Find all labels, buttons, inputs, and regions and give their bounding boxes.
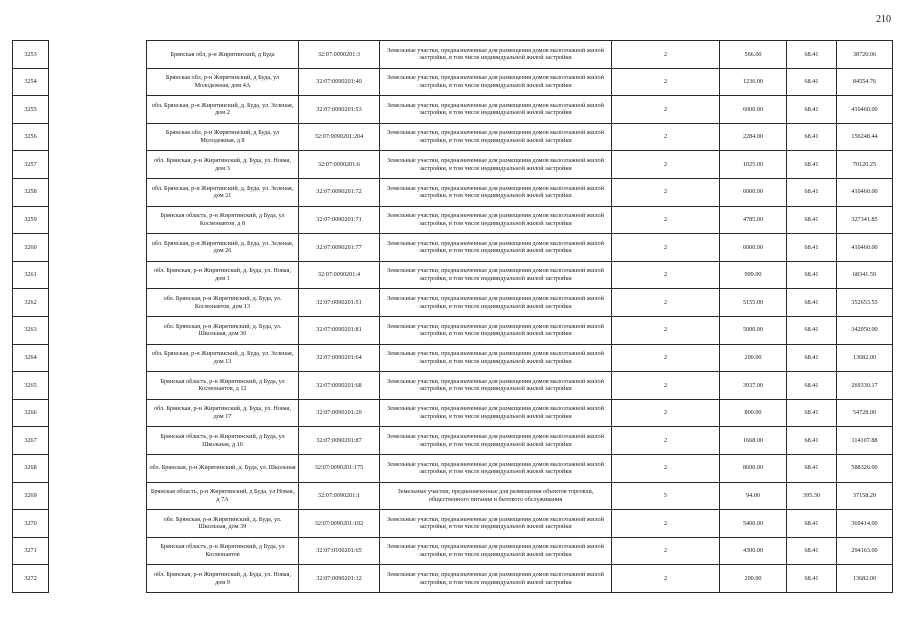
area-cell: 200.00 xyxy=(720,344,787,372)
group-cell: 2 xyxy=(612,454,720,482)
blank-cell xyxy=(49,454,147,482)
group-cell: 2 xyxy=(612,510,720,538)
table-row xyxy=(13,316,893,344)
land-use-cell: Земельные участки, предназначенные для размещения домов малоэтажной жилой застройки, в том числе индивидуальной жилой застройки xyxy=(380,399,612,427)
row-number-cell: 3270 xyxy=(13,510,49,538)
cadastral-value-cell: 269330.17 xyxy=(837,372,893,400)
cadastral-number-cell: 32:07:0090201:20 xyxy=(299,399,380,427)
blank-cell xyxy=(49,537,147,565)
cadastral-value-cell: 54728.00 xyxy=(837,399,893,427)
cadastral-number-cell: 32:07:0090201:40 xyxy=(299,68,380,96)
cadastral-number-cell: 32:07:0090201:51 xyxy=(299,289,380,317)
row-number-cell: 3261 xyxy=(13,261,49,289)
page-number: 210 xyxy=(876,14,891,25)
cadastral-number-cell: 32:07:0090201:71 xyxy=(299,206,380,234)
blank-cell xyxy=(49,96,147,124)
group-cell: 2 xyxy=(612,399,720,427)
table-row xyxy=(13,427,893,455)
land-use-cell: Земельные участки, предназначенные для размещения домов малоэтажной жилой застройки, в том числе индивидуальной жилой застройки xyxy=(380,234,612,262)
cadastral-value-cell: 156248.44 xyxy=(837,123,893,151)
address-cell: обл. Брянская, р-н Жирятинский, д. Буда, ул. Зеленая, дом 13 xyxy=(147,344,299,372)
area-cell: 5400.00 xyxy=(720,510,787,538)
cadastral-number-cell: 32:07:0090201:53 xyxy=(299,96,380,124)
row-number-cell: 3263 xyxy=(13,316,49,344)
blank-cell xyxy=(49,399,147,427)
group-cell: 2 xyxy=(612,289,720,317)
table-row xyxy=(13,344,893,372)
table-row xyxy=(13,289,893,317)
area-cell: 5000.00 xyxy=(720,316,787,344)
land-use-cell: Земельные участки, предназначенные для размещения домов малоэтажной жилой застройки, в том числе индивидуальной жилой застройки xyxy=(380,289,612,317)
area-cell: 1025.00 xyxy=(720,151,787,179)
table-body xyxy=(13,41,893,593)
land-use-cell: Земельные участки, предназначенные для размещения домов малоэтажной жилой застройки, в том числе индивидуальной жилой застройки xyxy=(380,565,612,593)
address-cell: обл. Брянская, р-н Жирятинский, д. Буда, ул. Новая, дом 17 xyxy=(147,399,299,427)
cadastral-number-cell: 32:07:0090201:6 xyxy=(299,151,380,179)
row-number-cell: 3268 xyxy=(13,454,49,482)
land-use-cell: Земельные участки, предназначенные для размещения домов малоэтажной жилой застройки, в том числе индивидуальной жилой застройки xyxy=(380,68,612,96)
rate-cell: 68.41 xyxy=(787,565,837,593)
blank-cell xyxy=(49,316,147,344)
address-cell: обл. Брянская, р-н Жирятинский, д. Буда, ул. Зеленая, дом 21 xyxy=(147,178,299,206)
group-cell: 2 xyxy=(612,316,720,344)
rate-cell: 395.30 xyxy=(787,482,837,510)
cadastral-value-cell: 327341.85 xyxy=(837,206,893,234)
land-use-cell: Земельные участки, предназначенные для размещения домов малоэтажной жилой застройки, в том числе индивидуальной жилой застройки xyxy=(380,151,612,179)
land-use-cell: Земельные участки, предназначенные для размещения домов малоэтажной жилой застройки, в том числе индивидуальной жилой застройки xyxy=(380,537,612,565)
cadastral-number-cell: 32:07:0090201:204 xyxy=(299,123,380,151)
area-cell: 4785.00 xyxy=(720,206,787,234)
cadastral-value-cell: 68341.59 xyxy=(837,261,893,289)
group-cell: 2 xyxy=(612,206,720,234)
rate-cell: 68.41 xyxy=(787,96,837,124)
row-number-cell: 3264 xyxy=(13,344,49,372)
row-number-cell: 3266 xyxy=(13,399,49,427)
land-use-cell: Земельные участки, предназначенные для размещения домов малоэтажной жилой застройки, в том числе индивидуальной жилой застройки xyxy=(380,510,612,538)
row-number-cell: 3262 xyxy=(13,289,49,317)
rate-cell: 68.41 xyxy=(787,454,837,482)
cadastral-number-cell: 32:07:0090201:4 xyxy=(299,261,380,289)
address-cell: Брянская обл, р-н Жирятинский, д Буда, ул Молодежная, д 8 xyxy=(147,123,299,151)
blank-cell xyxy=(49,68,147,96)
rate-cell: 68.41 xyxy=(787,261,837,289)
group-cell: 5 xyxy=(612,482,720,510)
land-use-cell: Земельные участки, предназначенные для размещения домов малоэтажной жилой застройки, в том числе индивидуальной жилой застройки xyxy=(380,372,612,400)
address-cell: Брянская область, р-н Жирятинский, д Буда, ул Космонавтов, д 12 xyxy=(147,372,299,400)
table-row xyxy=(13,68,893,96)
cadastral-value-cell: 294163.00 xyxy=(837,537,893,565)
address-cell: Брянская область, р-н Жирятинский, д Буда, ул Школьная, д 16 xyxy=(147,427,299,455)
group-cell: 2 xyxy=(612,372,720,400)
cadastral-number-cell: 32:07:0090201:87 xyxy=(299,427,380,455)
area-cell: 2284.00 xyxy=(720,123,787,151)
cadastral-number-cell: 32:07:0090201:81 xyxy=(299,316,380,344)
cadastral-value-cell: 114107.88 xyxy=(837,427,893,455)
group-cell: 2 xyxy=(612,537,720,565)
address-cell: обл. Брянская, р-н Жирятинский, д. Буда, ул. Космонавтов, дом 13 xyxy=(147,289,299,317)
land-use-cell: Земельные участки, предназначенные для размещения домов малоэтажной жилой застройки, в том числе индивидуальной жилой застройки xyxy=(380,96,612,124)
table-row xyxy=(13,565,893,593)
address-cell: Брянская обл, р-н Жирятинский, д Буда xyxy=(147,41,299,69)
land-use-cell: Земельные участки, предназначенные для размещения домов малоэтажной жилой застройки, в том числе индивидуальной жилой застройки xyxy=(380,427,612,455)
rate-cell: 68.41 xyxy=(787,68,837,96)
blank-cell xyxy=(49,41,147,69)
row-number-cell: 3269 xyxy=(13,482,49,510)
area-cell: 566.00 xyxy=(720,41,787,69)
row-number-cell: 3254 xyxy=(13,68,49,96)
address-cell: обл. Брянская, р-н Жирятинский, д. Буда, ул. Новая, дом 3 xyxy=(147,151,299,179)
rate-cell: 68.41 xyxy=(787,206,837,234)
group-cell: 2 xyxy=(612,234,720,262)
rate-cell: 68.41 xyxy=(787,427,837,455)
address-cell: обл. Брянская, р-н Жирятинский, д. Буда, ул. Новая, дом 1 xyxy=(147,261,299,289)
cadastral-value-table xyxy=(12,40,893,593)
cadastral-number-cell: 32:07:0090201:68 xyxy=(299,372,380,400)
address-cell: Брянская область, р-н Жирятинский, д Буда, ул Космонавтов, д 8 xyxy=(147,206,299,234)
rate-cell: 68.41 xyxy=(787,372,837,400)
cadastral-number-cell: 32:07:0090201:77 xyxy=(299,234,380,262)
area-cell: 800.00 xyxy=(720,399,787,427)
land-use-cell: Земельные участки, предназначенные для размещения домов малоэтажной жилой застройки, в том числе индивидуальной жилой застройки xyxy=(380,123,612,151)
rate-cell: 68.41 xyxy=(787,537,837,565)
cadastral-number-cell: 32:07:0090201:72 xyxy=(299,178,380,206)
blank-cell xyxy=(49,178,147,206)
cadastral-value-cell: 410460.00 xyxy=(837,96,893,124)
group-cell: 2 xyxy=(612,41,720,69)
land-use-cell: Земельные участки, предназначенные для размещения домов малоэтажной жилой застройки, в том числе индивидуальной жилой застройки xyxy=(380,261,612,289)
cadastral-value-cell: 13682.00 xyxy=(837,565,893,593)
rate-cell: 68.41 xyxy=(787,151,837,179)
table-row xyxy=(13,151,893,179)
row-number-cell: 3257 xyxy=(13,151,49,179)
table-row xyxy=(13,96,893,124)
address-cell: обл. Брянская, р-н Жирятинский, д. Буда, ул. Школьная, дом 30 xyxy=(147,316,299,344)
blank-cell xyxy=(49,510,147,538)
cadastral-value-cell: 352653.55 xyxy=(837,289,893,317)
land-use-cell: Земельные участки, предназначенные для размещения объектов торговли, общественного питания и бытового обслуживания xyxy=(380,482,612,510)
rate-cell: 68.41 xyxy=(787,316,837,344)
rate-cell: 68.41 xyxy=(787,399,837,427)
cadastral-value-cell: 410460.00 xyxy=(837,178,893,206)
cadastral-number-cell: 32:07:0100201:65 xyxy=(299,537,380,565)
table-row xyxy=(13,482,893,510)
area-cell: 200.00 xyxy=(720,565,787,593)
area-cell: 94.00 xyxy=(720,482,787,510)
address-cell: обл. Брянская, р-н Жирятинский, д. Буда, ул. Зеленая, дом 26 xyxy=(147,234,299,262)
cadastral-value-cell: 84554.76 xyxy=(837,68,893,96)
address-cell: обл. Брянская, р-н Жирятинский, д. Буда, ул. Школьная xyxy=(147,454,299,482)
land-use-cell: Земельные участки, предназначенные для размещения домов малоэтажной жилой застройки, в том числе индивидуальной жилой застройки xyxy=(380,344,612,372)
rate-cell: 68.41 xyxy=(787,178,837,206)
table-row xyxy=(13,178,893,206)
address-cell: Брянская область, р-н Жирятинский, д Буда, ул Космонавтов xyxy=(147,537,299,565)
cadastral-number-cell: 32:07:0090201:12 xyxy=(299,565,380,593)
blank-cell xyxy=(49,289,147,317)
rate-cell: 68.41 xyxy=(787,344,837,372)
row-number-cell: 3253 xyxy=(13,41,49,69)
row-number-cell: 3258 xyxy=(13,178,49,206)
rate-cell: 68.41 xyxy=(787,289,837,317)
land-use-cell: Земельные участки, предназначенные для размещения домов малоэтажной жилой застройки, в том числе индивидуальной жилой застройки xyxy=(380,41,612,69)
cadastral-value-cell: 13682.00 xyxy=(837,344,893,372)
row-number-cell: 3256 xyxy=(13,123,49,151)
blank-cell xyxy=(49,482,147,510)
blank-cell xyxy=(49,234,147,262)
address-cell: обл. Брянская, р-н Жирятинский, д. Буда, ул. Зеленая, дом 2 xyxy=(147,96,299,124)
cadastral-number-cell: 32:07:0090201:175 xyxy=(299,454,380,482)
cadastral-value-cell: 410460.00 xyxy=(837,234,893,262)
table-row xyxy=(13,454,893,482)
cadastral-value-cell: 588326.00 xyxy=(837,454,893,482)
cadastral-number-cell: 32:07:0090201:3 xyxy=(299,41,380,69)
blank-cell xyxy=(49,151,147,179)
table-row xyxy=(13,261,893,289)
blank-cell xyxy=(49,344,147,372)
blank-cell xyxy=(49,261,147,289)
cadastral-value-cell: 37158.20 xyxy=(837,482,893,510)
group-cell: 2 xyxy=(612,68,720,96)
group-cell: 2 xyxy=(612,427,720,455)
area-cell: 1668.00 xyxy=(720,427,787,455)
blank-cell xyxy=(49,206,147,234)
area-cell: 4300.00 xyxy=(720,537,787,565)
rate-cell: 68.41 xyxy=(787,41,837,69)
land-use-cell: Земельные участки, предназначенные для размещения домов малоэтажной жилой застройки, в том числе индивидуальной жилой застройки xyxy=(380,206,612,234)
group-cell: 2 xyxy=(612,344,720,372)
land-use-cell: Земельные участки, предназначенные для размещения домов малоэтажной жилой застройки, в том числе индивидуальной жилой застройки xyxy=(380,454,612,482)
group-cell: 2 xyxy=(612,261,720,289)
table-row xyxy=(13,372,893,400)
area-cell: 999.00 xyxy=(720,261,787,289)
group-cell: 2 xyxy=(612,178,720,206)
row-number-cell: 3271 xyxy=(13,537,49,565)
rate-cell: 68.41 xyxy=(787,510,837,538)
cadastral-value-cell: 369414.00 xyxy=(837,510,893,538)
blank-cell xyxy=(49,427,147,455)
row-number-cell: 3267 xyxy=(13,427,49,455)
cadastral-number-cell: 32:07:0090201:1 xyxy=(299,482,380,510)
cadastral-number-cell: 32:07:0090201:64 xyxy=(299,344,380,372)
row-number-cell: 3265 xyxy=(13,372,49,400)
table-row xyxy=(13,399,893,427)
group-cell: 2 xyxy=(612,565,720,593)
rate-cell: 68.41 xyxy=(787,234,837,262)
cadastral-number-cell: 32:07:0090201:102 xyxy=(299,510,380,538)
address-cell: обл. Брянская, р-н Жирятинский, д. Буда, ул. Новая, дом 9 xyxy=(147,565,299,593)
address-cell: обл. Брянская, р-н Жирятинский, д. Буда, ул. Школьная, дом 39 xyxy=(147,510,299,538)
cadastral-value-cell: 38720.06 xyxy=(837,41,893,69)
land-use-cell: Земельные участки, предназначенные для размещения домов малоэтажной жилой застройки, в том числе индивидуальной жилой застройки xyxy=(380,316,612,344)
address-cell: Брянская область, р-н Жирятинский, д Буда, ул Новая, д 7А xyxy=(147,482,299,510)
area-cell: 1236.00 xyxy=(720,68,787,96)
blank-cell xyxy=(49,123,147,151)
group-cell: 2 xyxy=(612,151,720,179)
table-row xyxy=(13,537,893,565)
blank-cell xyxy=(49,372,147,400)
row-number-cell: 3272 xyxy=(13,565,49,593)
area-cell: 3937.00 xyxy=(720,372,787,400)
row-number-cell: 3255 xyxy=(13,96,49,124)
land-use-cell: Земельные участки, предназначенные для размещения домов малоэтажной жилой застройки, в том числе индивидуальной жилой застройки xyxy=(380,178,612,206)
area-cell: 6000.00 xyxy=(720,96,787,124)
table-row xyxy=(13,510,893,538)
area-cell: 8600.00 xyxy=(720,454,787,482)
row-number-cell: 3259 xyxy=(13,206,49,234)
row-number-cell: 3260 xyxy=(13,234,49,262)
cadastral-value-cell: 70120.25 xyxy=(837,151,893,179)
group-cell: 2 xyxy=(612,123,720,151)
group-cell: 2 xyxy=(612,96,720,124)
area-cell: 6000.00 xyxy=(720,234,787,262)
cadastral-value-cell: 342050.00 xyxy=(837,316,893,344)
blank-cell xyxy=(49,565,147,593)
area-cell: 5155.00 xyxy=(720,289,787,317)
table-row xyxy=(13,206,893,234)
table-row xyxy=(13,234,893,262)
rate-cell: 68.41 xyxy=(787,123,837,151)
address-cell: Брянская обл, р-н Жирятинский, д Буда, ул Молодежная, дом 4А xyxy=(147,68,299,96)
table-row xyxy=(13,123,893,151)
area-cell: 6000.00 xyxy=(720,178,787,206)
table-row xyxy=(13,41,893,69)
